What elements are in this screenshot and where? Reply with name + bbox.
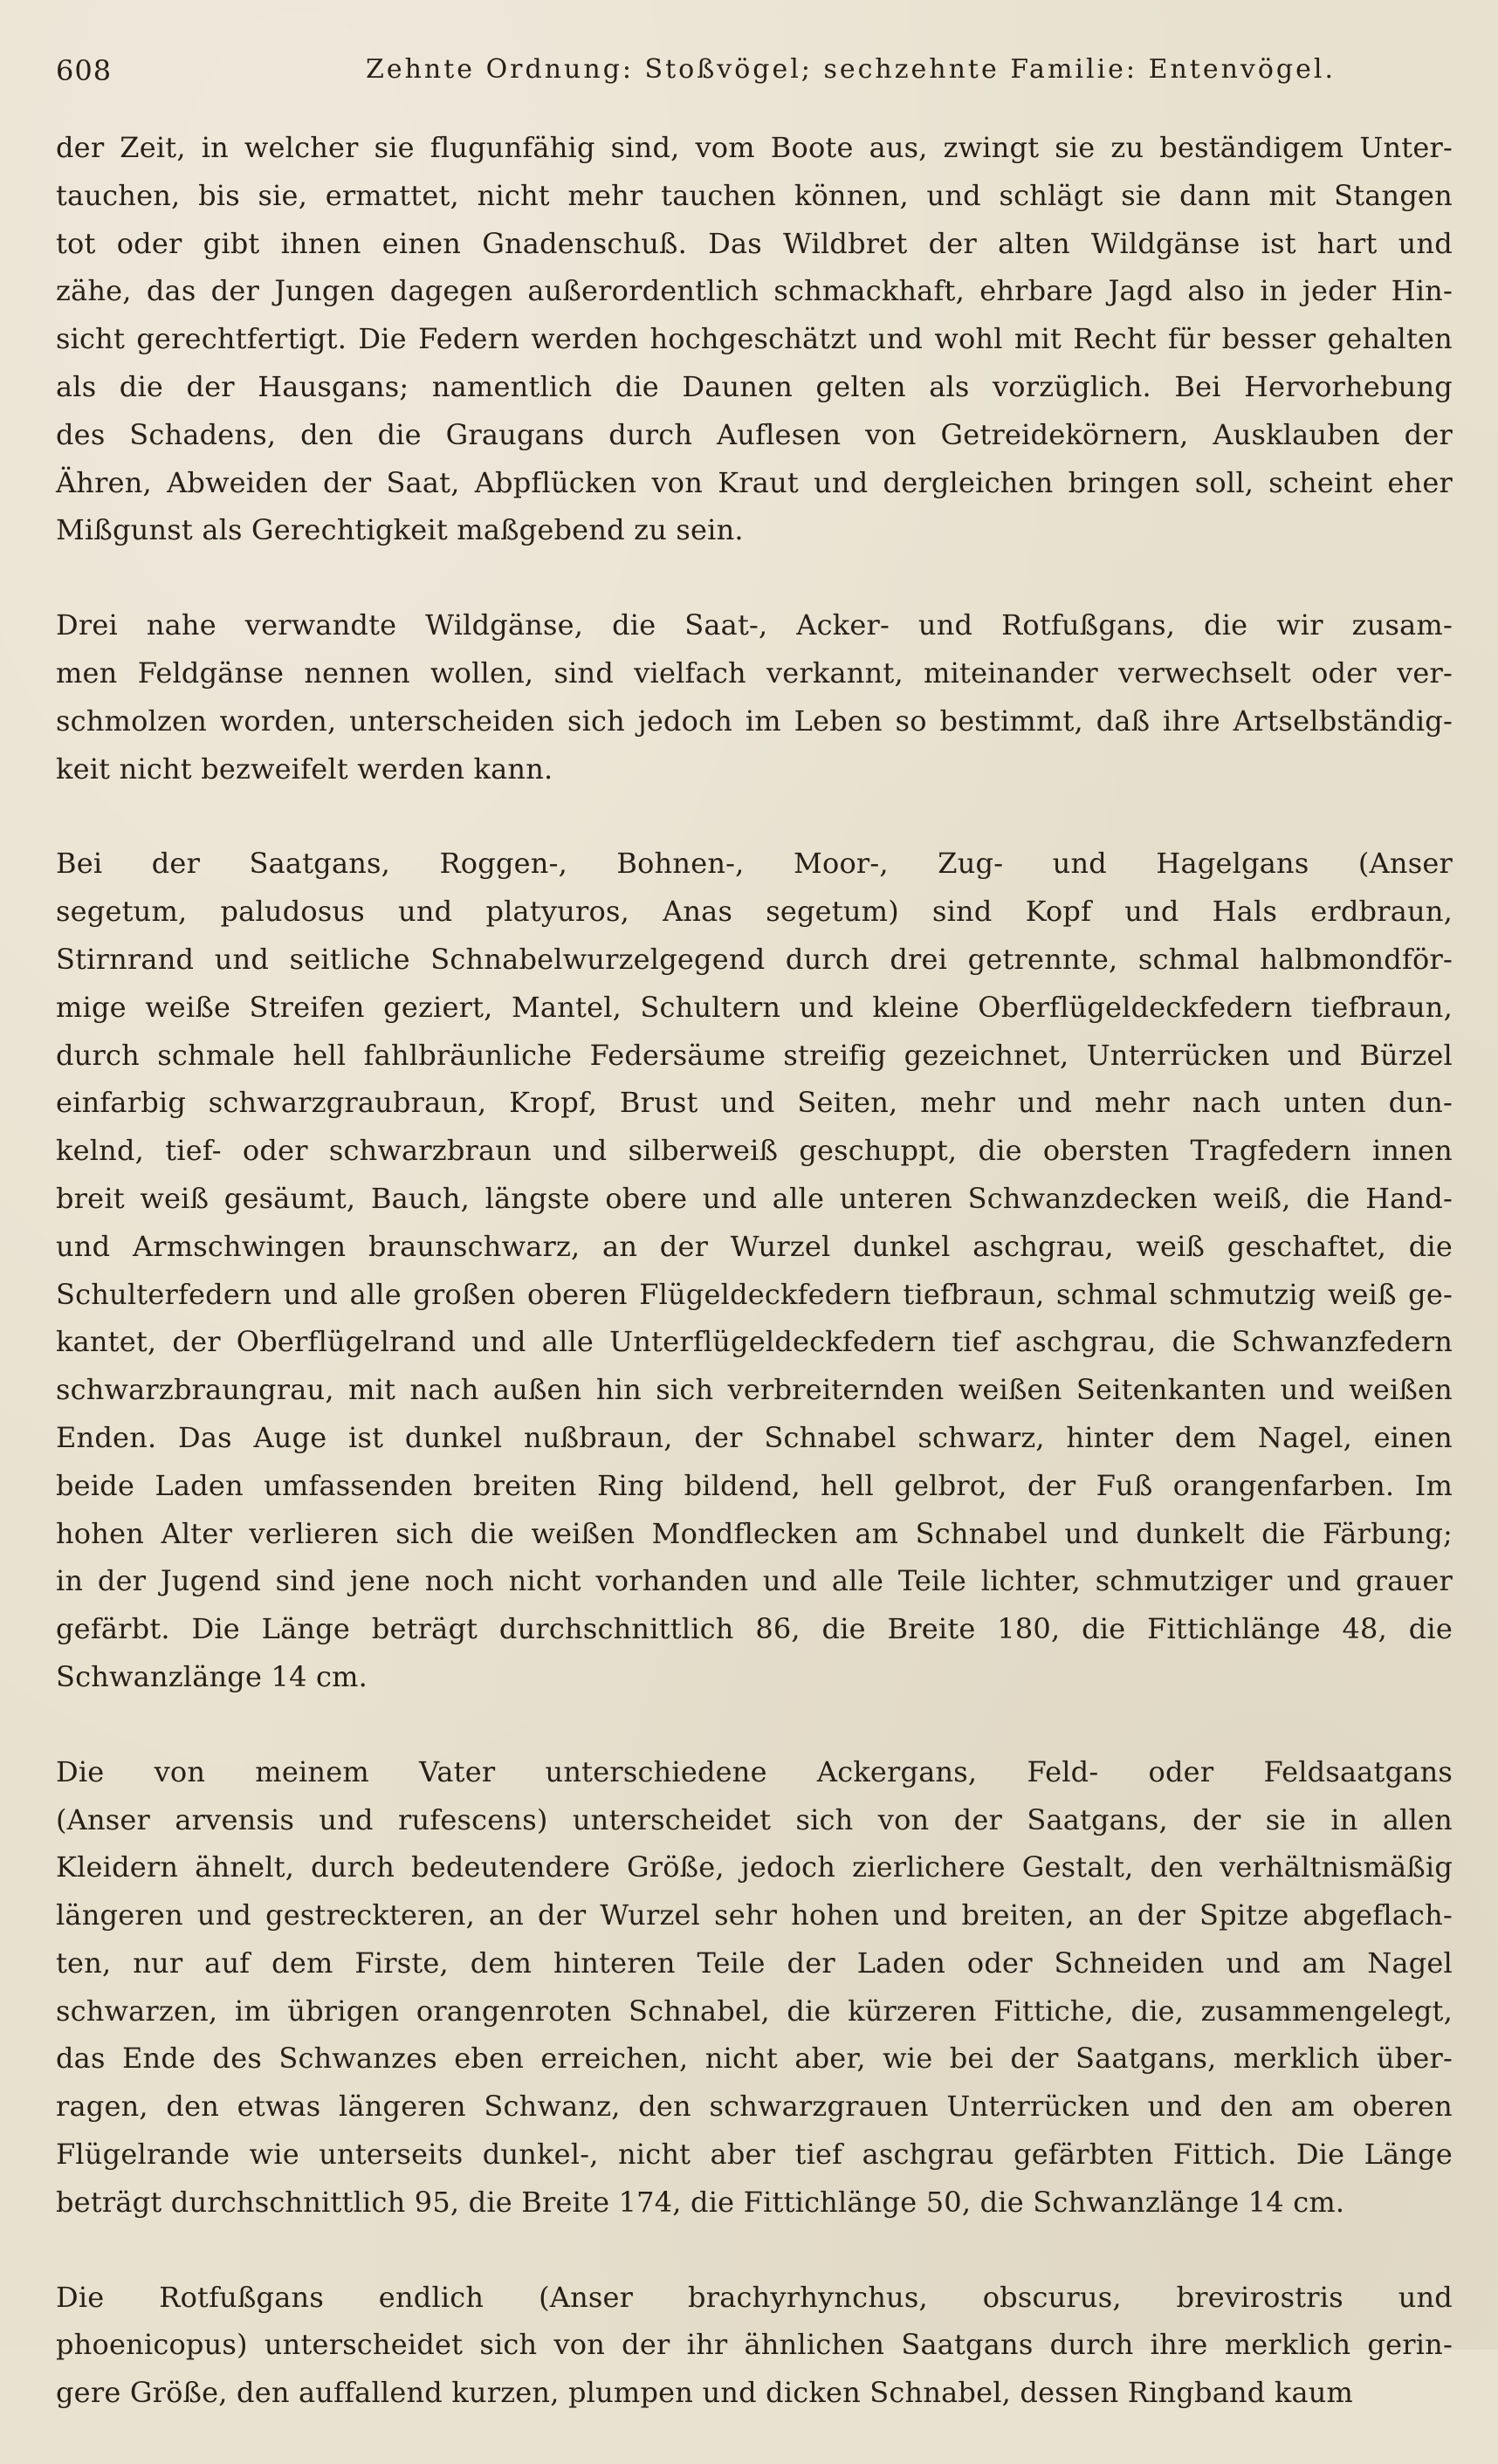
text-line: hohen Alter verlieren sich die weißen Mondflecken am Schnabel und dunkelt die Färbung; bbox=[56, 1516, 1453, 1550]
paragraph bbox=[56, 2274, 1453, 2417]
text-line: schwarzen, im übrigen orangenroten Schnabel, die kürzeren Fittiche, die, zusammengelegt, bbox=[56, 1994, 1453, 2028]
text-line: Mißgunst als Gerechtigkeit maßgebend zu sein. bbox=[56, 513, 744, 547]
text-line: kantet, der Oberflügelrand und alle Unterflügeldeckfedern tief aschgrau, die Schwanzfedern bbox=[56, 1325, 1453, 1359]
text-line: men Feldgänse nennen wollen, sind vielfach verkannt, miteinander verwechselt oder ver- bbox=[56, 655, 1453, 690]
page-number: 608 bbox=[56, 54, 113, 87]
text-line: Flügelrande wie unterseits dunkel-, nicht aber tief aschgrau gefärbten Fittich. Die Länge bbox=[56, 2138, 1453, 2172]
text-line: Bei der Saatgans, Roggen-, Bohnen-, Moor-, Zug- und Hagelgans (Anser bbox=[56, 847, 1453, 881]
paragraph bbox=[56, 840, 1453, 1700]
text-line: Schwanzlänge 14 cm. bbox=[56, 1659, 368, 1693]
text-line: ragen, den etwas längeren Schwanz, den schwarzgrauen Unterrücken und den am oberen bbox=[56, 2090, 1453, 2124]
text-line: tot oder gibt ihnen einen Gnadenschuß. Das Wildbret der alten Wildgänse ist hart und bbox=[56, 226, 1453, 260]
text-line: einfarbig schwarzgraubraun, Kropf, Brust und Seiten, mehr und mehr nach unten dun- bbox=[56, 1086, 1453, 1120]
text-line: Ähren, Abweiden der Saat, Abpflücken von Kraut und dergleichen bringen soll, scheint eher bbox=[56, 465, 1453, 499]
page-header bbox=[56, 54, 1453, 98]
text-line: ten, nur auf dem Firste, dem hinteren Teile der Laden oder Schneiden und am Nagel bbox=[56, 1946, 1453, 1980]
text-line: das Ende des Schwanzes eben erreichen, nicht aber, wie bei der Saatgans, merklich über- bbox=[56, 2042, 1453, 2076]
text-line: gere Größe, den auffallend kurzen, plumpen und dicken Schnabel, dessen Ringband kaum bbox=[56, 2376, 1354, 2410]
text-line: Stirnrand und seitliche Schnabelwurzelgegend durch drei getrennte, schmal halbmondför- bbox=[56, 942, 1453, 976]
body-text bbox=[56, 124, 1453, 2464]
text-line: beträgt durchschnittlich 95, die Breite 174, die Fittichlänge 50, die Schwanzlänge 14 cm. bbox=[56, 2185, 1345, 2219]
paragraph bbox=[56, 124, 1453, 554]
text-line: segetum, paludosus und platyuros, Anas segetum) sind Kopf und Hals erdbraun, bbox=[56, 895, 1453, 929]
text-line: Die von meinem Vater unterschiedene Ackergans, Feld- oder Feldsaatgans bbox=[56, 1754, 1453, 1788]
text-line: beide Laden umfassenden breiten Ring bildend, hell gelbrot, der Fuß orangenfarben. Im bbox=[56, 1468, 1453, 1502]
text-line: des Schadens, den die Graugans durch Auflesen von Getreidekörnern, Ausklauben der bbox=[56, 417, 1453, 451]
text-line: Enden. Das Auge ist dunkel nußbraun, der Schnabel schwarz, hinter dem Nagel, einen bbox=[56, 1420, 1453, 1454]
text-line: und Armschwingen braunschwarz, an der Wurzel dunkel aschgrau, weiß geschaftet, die bbox=[56, 1229, 1453, 1263]
text-line: in der Jugend sind jene noch nicht vorhanden und alle Teile lichter, schmutziger und grauer bbox=[56, 1564, 1453, 1598]
paragraph bbox=[56, 1748, 1453, 2227]
text-line: durch schmale hell fahlbräunliche Federsäume streifig gezeichnet, Unterrücken und Bürzel bbox=[56, 1038, 1453, 1072]
text-line: (Anser arvensis und rufescens) unterscheidet sich von der Saatgans, der sie in allen bbox=[56, 1802, 1453, 1836]
text-line: der Zeit, in welcher sie flugunfähig sind, vom Boote aus, zwingt sie zu beständigem Unter- bbox=[56, 131, 1453, 164]
running-head: Zehnte Ordnung: Stoßvögel; sechzehnte Familie: Entenvögel. bbox=[366, 54, 1337, 85]
text-line: mige weiße Streifen geziert, Mantel, Schultern und kleine Oberflügeldeckfedern tiefbraun, bbox=[56, 990, 1453, 1024]
text-line: breit weiß gesäumt, Bauch, längste obere und alle unteren Schwanzdecken weiß, die Hand- bbox=[56, 1181, 1453, 1215]
text-line: längeren und gestreckteren, an der Wurzel sehr hohen und breiten, an der Spitze abgeflach- bbox=[56, 1898, 1453, 1932]
text-line: Kleidern ähnelt, durch bedeutendere Größe, jedoch zierlichere Gestalt, den verhältnismäßig bbox=[56, 1850, 1453, 1884]
text-line: zähe, das der Jungen dagegen außerordentlich schmackhaft, ehrbare Jagd also in jeder Hin- bbox=[56, 274, 1453, 308]
text-line: als die der Hausgans; namentlich die Daunen gelten als vorzüglich. Bei Hervorhebung bbox=[56, 369, 1453, 403]
text-line: tauchen, bis sie, ermattet, nicht mehr tauchen können, und schlägt sie dann mit Stangen bbox=[56, 178, 1453, 212]
text-line: gefärbt. Die Länge beträgt durchschnittlich 86, die Breite 180, die Fittichlänge 48, die bbox=[56, 1612, 1453, 1646]
text-line: phoenicopus) unterscheidet sich von der ihr ähnlichen Saatgans durch ihre merklich gerin- bbox=[56, 2328, 1453, 2362]
text-line: kelnd, tief- oder schwarzbraun und silberweiß geschuppt, die obersten Tragfedern innen bbox=[56, 1134, 1453, 1168]
text-line: sicht gerechtfertigt. Die Federn werden hochgeschätzt und wohl mit Recht für besser gehalten bbox=[56, 322, 1453, 356]
paragraph bbox=[56, 601, 1453, 793]
text-line: Schulterfedern und alle großen oberen Flügeldeckfedern tiefbraun, schmal schmutzig weiß ge- bbox=[56, 1277, 1453, 1311]
text-line: keit nicht bezweifelt werden kann. bbox=[56, 752, 553, 786]
text-line: Drei nahe verwandte Wildgänse, die Saat-, Acker- und Rotfußgans, die wir zusam- bbox=[56, 608, 1453, 642]
text-line: Die Rotfußgans endlich (Anser brachyrhynchus, obscurus, brevirostris und bbox=[56, 2280, 1453, 2314]
text-line: schmolzen worden, unterscheiden sich jedoch im Leben so bestimmt, daß ihre Artselbständig- bbox=[56, 704, 1453, 738]
text-line: schwarzbraungrau, mit nach außen hin sich verbreiternden weißen Seitenkanten und weißen bbox=[56, 1373, 1453, 1407]
